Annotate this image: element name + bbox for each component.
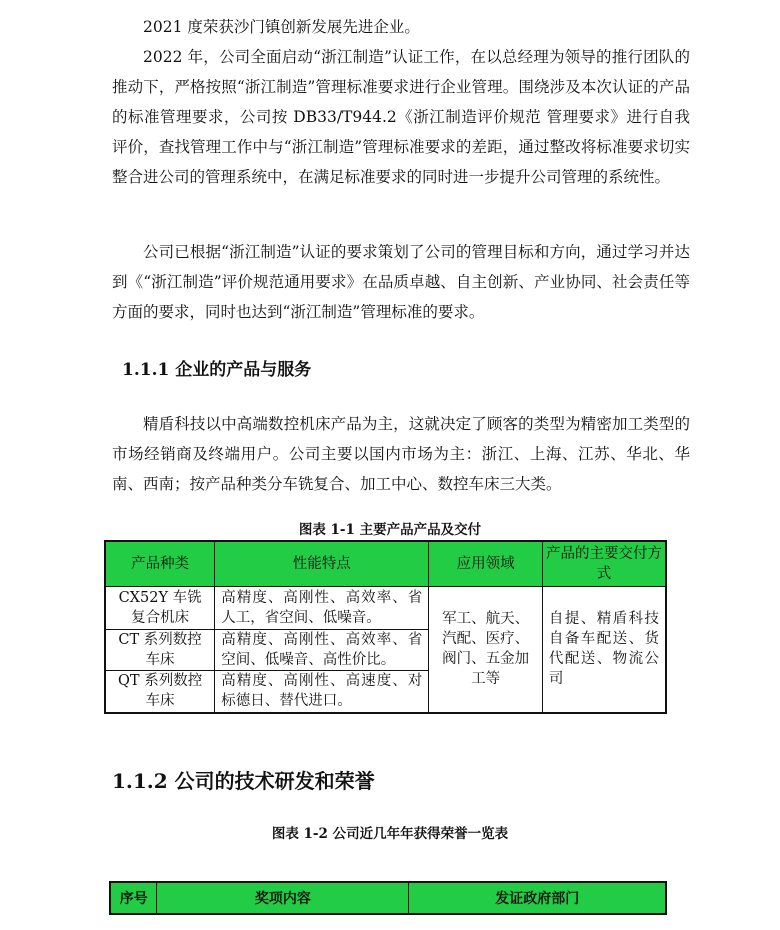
cell-product: CX52Y 车铣复合机床 xyxy=(105,587,215,630)
cell-application: 军工、航天、汽配、医疗、阀门、五金加工等 xyxy=(429,587,543,713)
paragraph-management-goals: 公司已根据“浙江制造”认证的要求策划了公司的管理目标和方向，通过学习并达到《“浙江制造”评价规范通用要求》在品质卓越、自主创新、产业协同、社会责任等方面的要求，同时也达到“浙江制造”管理标准的要求。 xyxy=(112,243,690,321)
header-delivery: 产品的主要交付方式 xyxy=(542,541,666,587)
cell-features: 高精度、高刚性、高效率、省人工，省空间、低噪音。 xyxy=(215,587,429,630)
table-row xyxy=(105,587,666,630)
cell-features: 高精度、高刚性、高效率、省空间、低噪音、高性价比。 xyxy=(215,630,429,671)
header-award-content: 奖项内容 xyxy=(157,882,409,914)
header-product-type: 产品种类 xyxy=(105,541,215,587)
cell-features: 高精度、高刚性、高速度、对标德日、替代进口。 xyxy=(215,671,429,713)
products-table xyxy=(104,540,667,714)
header-application: 应用领域 xyxy=(429,541,543,587)
cell-delivery: 自提、精盾科技自备车配送、货代配送、物流公司 xyxy=(542,587,666,713)
section-heading-products: 1.1.1 企业的产品与服务 xyxy=(122,360,312,380)
table-header-row xyxy=(110,882,666,914)
table-header-row xyxy=(105,541,666,587)
header-issuing-department: 发证政府部门 xyxy=(409,882,666,914)
table2-caption: 图表 1-2 公司近几年年获得荣誉一览表 xyxy=(271,826,509,842)
header-features: 性能特点 xyxy=(215,541,429,587)
paragraph-honor-2021: 2021 度荣获沙门镇创新发展先进企业。 xyxy=(143,18,420,36)
paragraph-certification-2022: 2022 年，公司全面启动“浙江制造”认证工作，在以总经理为领导的推行团队的推动下，严格按照“浙江制造”管理标准要求进行企业管理。围绕涉及本次认证的产品的标准管理要求，公司按 DB33/T944.2《浙江制造评价规范 管理要求》进行自我评价，查找管理工作中与“浙江制造”管理标准要求的差距，通过整改将标准要求切实整合进公司的管理系统中，在满足标准要求的同时进一步提升公司管理的系统性。 xyxy=(112,48,690,186)
cell-product: QT 系列数控车床 xyxy=(105,671,215,713)
paragraph-products-market: 精盾科技以中高端数控机床产品为主，这就决定了顾客的类型为精密加工类型的市场经销商及终端用户。公司主要以国内市场为主：浙江、上海、江苏、华北、华南、西南；按产品种类分车铣复合、加工中心、数控车床三大类。 xyxy=(112,415,690,493)
section-heading-rnd-honors: 1.1.2 公司的技术研发和荣誉 xyxy=(112,769,375,793)
cell-product: CT 系列数控车床 xyxy=(105,630,215,671)
header-serial-number: 序号 xyxy=(110,882,157,914)
honors-table xyxy=(109,881,667,915)
table1-caption: 图表 1-1 主要产品产品及交付 xyxy=(298,522,482,538)
